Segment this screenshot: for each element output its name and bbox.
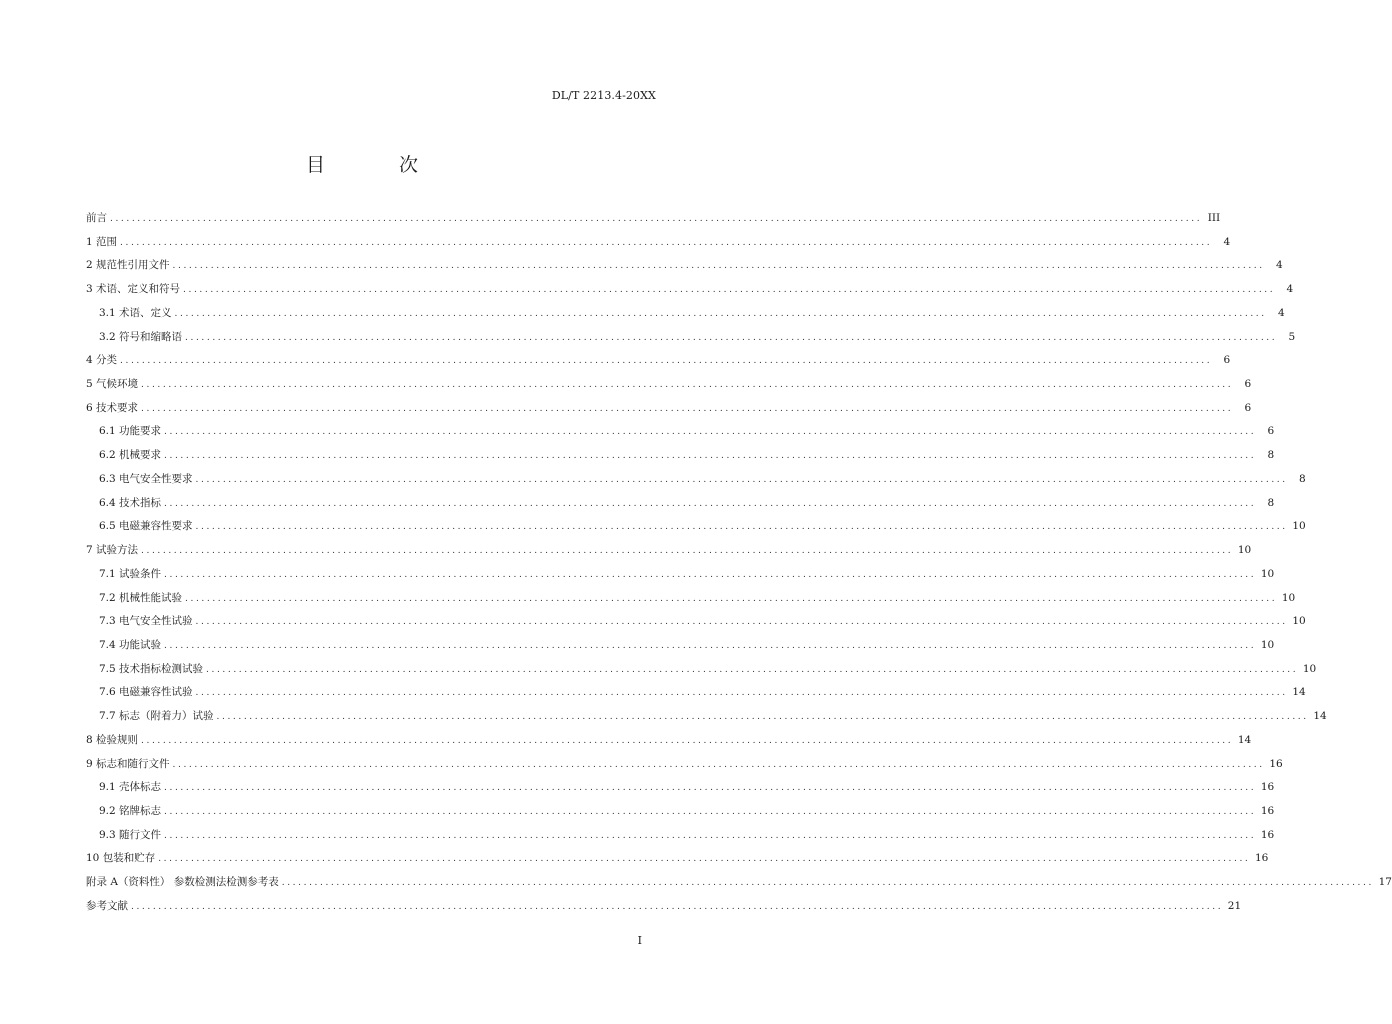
toc-entry[interactable] xyxy=(86,776,1275,800)
toc-entry-label: 6.5 电磁兼容性要求 xyxy=(99,520,193,533)
toc-entry-label: 7.7 标志（附着力）试验 xyxy=(99,710,214,723)
toc-dot-leader: ........................................................................................................................................................................................................ xyxy=(110,214,1203,224)
toc-entry-page: 17 xyxy=(1378,876,1392,889)
toc-entry-page: III xyxy=(1207,212,1221,224)
toc-dot-leader: ........................................................................................................................................................................................................ xyxy=(206,664,1299,675)
toc-entry[interactable] xyxy=(86,563,1275,587)
toc-dot-leader: ........................................................................................................................................................................................................ xyxy=(141,546,1234,557)
toc-dot-leader: ........................................................................................................................................................................................................ xyxy=(141,403,1234,414)
toc-entry[interactable] xyxy=(86,610,1306,634)
toc-entry[interactable] xyxy=(86,468,1306,492)
toc-entry[interactable] xyxy=(86,515,1306,539)
toc-entry-label: 6.3 电气安全性要求 xyxy=(99,472,193,485)
toc-entry-page: 10 xyxy=(1237,544,1252,557)
toc-entry[interactable] xyxy=(86,824,1275,848)
toc-entry-label: 9 标志和随行文件 xyxy=(86,757,170,770)
toc-dot-leader: ........................................................................................................................................................................................................ xyxy=(164,806,1257,817)
toc-entry-page: 10 xyxy=(1260,567,1275,580)
toc-entry[interactable] xyxy=(86,349,1231,373)
toc-dot-leader: ........................................................................................................................................................................................................ xyxy=(120,356,1213,367)
toc-dot-leader: ........................................................................................................................................................................................................ xyxy=(120,237,1213,248)
toc-entry[interactable] xyxy=(86,753,1283,777)
toc-entry[interactable] xyxy=(86,705,1327,729)
toc-entry-page: 16 xyxy=(1260,804,1275,817)
toc-entry[interactable] xyxy=(86,397,1252,421)
toc-entry-label: 2 规范性引用文件 xyxy=(86,259,170,272)
page-title: 目 次 xyxy=(305,154,453,176)
toc-entry-page: 16 xyxy=(1269,757,1283,770)
toc-entry-label: 附录 A（资料性） 参数检测法检测参考表 xyxy=(86,876,279,889)
toc-entry[interactable] xyxy=(86,492,1275,516)
toc-dot-leader: ........................................................................................................................................................................................................ xyxy=(164,783,1257,794)
toc-entry-page: 10 xyxy=(1302,662,1317,675)
toc-entry[interactable] xyxy=(86,847,1269,871)
toc-entry-label: 4 分类 xyxy=(86,354,118,367)
toc-entry-label: 6.4 技术指标 xyxy=(99,496,162,509)
toc-entry-label: 3.1 术语、定义 xyxy=(99,306,172,319)
toc-entry-label: 1 范围 xyxy=(86,235,118,248)
toc-dot-leader: ........................................................................................................................................................................................................ xyxy=(185,593,1278,604)
toc-dot-leader: ........................................................................................................................................................................................................ xyxy=(164,640,1257,651)
toc-entry-page: 16 xyxy=(1255,852,1269,865)
toc-entry-page: 4 xyxy=(1278,306,1285,319)
table-of-contents xyxy=(86,207,1392,919)
toc-entry-label: 7.3 电气安全性试验 xyxy=(99,615,193,628)
toc-entry-label: 7.5 技术指标检测试验 xyxy=(99,662,204,675)
toc-entry[interactable] xyxy=(86,420,1275,444)
toc-entry-label: 7.2 机械性能试验 xyxy=(99,591,183,604)
toc-entry-page: 10 xyxy=(1260,638,1275,651)
toc-dot-leader: ........................................................................................................................................................................................................ xyxy=(164,427,1257,438)
toc-entry-label: 9.2 铭牌标志 xyxy=(99,804,162,817)
toc-entry[interactable] xyxy=(86,800,1275,824)
toc-entry-page: 4 xyxy=(1223,235,1231,248)
toc-entry[interactable] xyxy=(86,373,1252,397)
toc-dot-leader: ........................................................................................................................................................................................................ xyxy=(172,261,1265,272)
toc-entry[interactable] xyxy=(86,539,1252,563)
toc-entry-page: 10 xyxy=(1292,520,1306,533)
toc-entry-page: 16 xyxy=(1260,781,1275,794)
toc-dot-leader: ........................................................................................................................................................................................................ xyxy=(195,617,1288,628)
toc-entry-page: 8 xyxy=(1267,496,1275,509)
toc-entry-page: 8 xyxy=(1267,449,1275,462)
toc-dot-leader: ........................................................................................................................................................................................................ xyxy=(164,830,1257,841)
toc-entry-page: 14 xyxy=(1292,686,1306,699)
toc-dot-leader: ........................................................................................................................................................................................................ xyxy=(195,688,1288,699)
toc-entry-label: 8 检验规则 xyxy=(86,733,139,746)
toc-entry-page: 10 xyxy=(1281,591,1296,604)
toc-entry-page: 4 xyxy=(1286,283,1294,296)
toc-entry-page: 6 xyxy=(1223,354,1231,367)
toc-dot-leader: ........................................................................................................................................................................................................ xyxy=(281,878,1374,889)
toc-entry[interactable] xyxy=(86,254,1283,278)
toc-entry[interactable] xyxy=(86,278,1294,302)
toc-entry-page: 10 xyxy=(1292,615,1306,628)
toc-dot-leader: ........................................................................................................................................................................................................ xyxy=(164,451,1257,462)
toc-entry-label: 6 技术要求 xyxy=(86,401,139,414)
toc-entry-page: 5 xyxy=(1288,330,1296,343)
toc-entry-label: 6.1 功能要求 xyxy=(99,425,162,438)
standard-code: DL/T 2213.4-20XX xyxy=(551,89,656,102)
toc-entry-label: 9.1 壳体标志 xyxy=(99,781,162,794)
toc-entry-page: 6 xyxy=(1244,401,1252,414)
toc-entry-label: 7.1 试验条件 xyxy=(99,567,162,580)
toc-entry-label: 前言 xyxy=(86,212,107,224)
toc-entry-label: 10 包装和贮存 xyxy=(86,852,156,865)
toc-dot-leader: ........................................................................................................................................................................................................ xyxy=(216,712,1309,723)
toc-entry[interactable] xyxy=(86,207,1221,231)
toc-entry-label: 5 气候环境 xyxy=(86,378,139,391)
toc-dot-leader: ........................................................................................................................................................................................................ xyxy=(131,901,1224,912)
toc-entry-label: 3 术语、定义和符号 xyxy=(86,283,181,296)
toc-entry-label: 7.6 电磁兼容性试验 xyxy=(99,686,193,699)
toc-dot-leader: ........................................................................................................................................................................................................ xyxy=(183,285,1276,296)
toc-entry-page: 14 xyxy=(1237,733,1252,746)
toc-entry[interactable] xyxy=(86,444,1275,468)
toc-entry-label: 7.4 功能试验 xyxy=(99,638,162,651)
toc-entry-page: 16 xyxy=(1260,828,1275,841)
toc-entry[interactable] xyxy=(86,326,1296,350)
toc-dot-leader: ........................................................................................................................................................................................................ xyxy=(164,569,1257,580)
toc-entry[interactable] xyxy=(86,302,1285,326)
toc-entry-page: 21 xyxy=(1227,899,1242,912)
toc-entry-label: 6.2 机械要求 xyxy=(99,449,162,462)
toc-entry-page: 4 xyxy=(1276,259,1283,272)
toc-entry[interactable] xyxy=(86,587,1296,611)
toc-dot-leader: ........................................................................................................................................................................................................ xyxy=(158,854,1251,865)
toc-entry-label: 参考文献 xyxy=(86,899,128,912)
toc-entry-page: 6 xyxy=(1267,425,1275,438)
toc-entry[interactable] xyxy=(86,681,1306,705)
page-number: I xyxy=(637,934,642,947)
toc-entry[interactable] xyxy=(86,729,1252,753)
toc-dot-leader: ........................................................................................................................................................................................................ xyxy=(195,474,1288,485)
toc-entry[interactable] xyxy=(86,658,1317,682)
toc-entry-page: 8 xyxy=(1299,472,1306,485)
toc-entry-page: 14 xyxy=(1313,710,1327,723)
toc-dot-leader: ........................................................................................................................................................................................................ xyxy=(141,735,1234,746)
toc-dot-leader: ........................................................................................................................................................................................................ xyxy=(195,522,1288,533)
toc-dot-leader: ........................................................................................................................................................................................................ xyxy=(141,380,1234,391)
toc-entry-label: 3.2 符号和缩略语 xyxy=(99,330,183,343)
toc-entry[interactable] xyxy=(86,231,1231,255)
toc-entry-label: 7 试验方法 xyxy=(86,544,139,557)
toc-dot-leader: ........................................................................................................................................................................................................ xyxy=(172,759,1265,770)
toc-dot-leader: ........................................................................................................................................................................................................ xyxy=(185,332,1278,343)
toc-entry[interactable] xyxy=(86,871,1392,895)
toc-dot-leader: ........................................................................................................................................................................................................ xyxy=(164,498,1257,509)
toc-entry[interactable] xyxy=(86,895,1242,919)
toc-dot-leader: ........................................................................................................................................................................................................ xyxy=(174,308,1267,319)
toc-entry-label: 9.3 随行文件 xyxy=(99,828,162,841)
toc-entry-page: 6 xyxy=(1244,378,1252,391)
toc-entry[interactable] xyxy=(86,634,1275,658)
